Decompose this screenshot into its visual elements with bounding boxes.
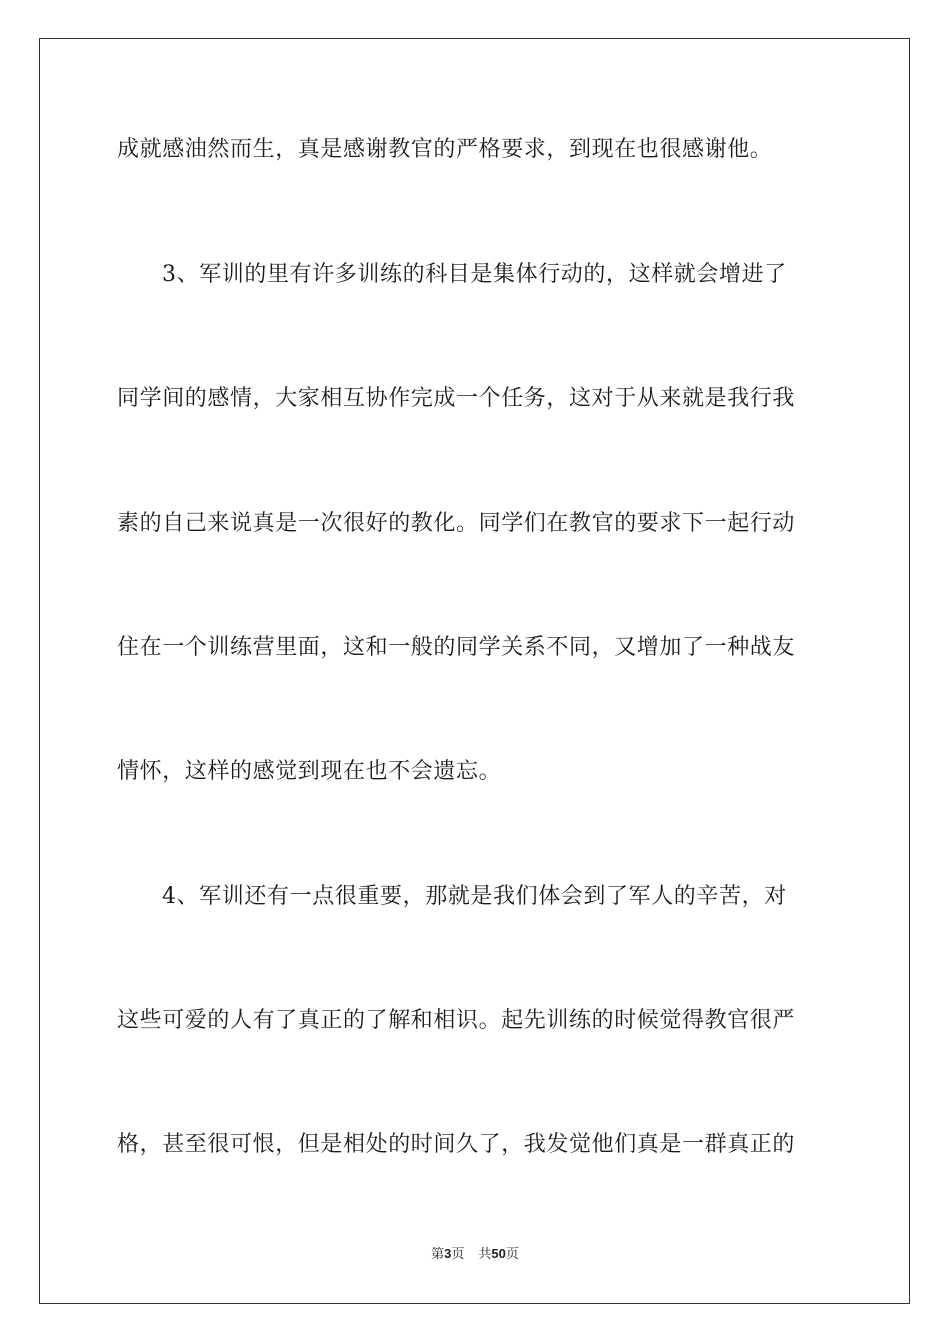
footer-page-prefix: 第 <box>431 1247 445 1262</box>
text-line-5: 住在一个训练营里面，这和一般的同学关系不同，又增加了一种战友 <box>117 635 796 660</box>
footer-page-suffix: 页 <box>451 1247 465 1262</box>
text-line-3: 同学间的感情，大家相互协作完成一个任务，这对于从来就是我行我 <box>117 386 796 411</box>
page-border <box>39 38 910 1304</box>
text-line-2-paragraph-3: 3、军训的里有许多训练的科目是集体行动的，这样就会增进了 <box>162 262 787 287</box>
footer-total-pages: 50 <box>491 1246 506 1261</box>
footer-total-suffix: 页 <box>505 1247 519 1262</box>
text-line-8: 这些可爱的人有了真正的了解和相识。起先训练的时候觉得教官很严 <box>117 1008 796 1033</box>
text-line-1: 成就感油然而生，真是感谢教官的严格要求，到现在也很感谢他。 <box>117 137 773 162</box>
text-line-7-paragraph-4: 4、军训还有一点很重要，那就是我们体会到了军人的辛苦，对 <box>162 884 787 909</box>
page-footer <box>0 1245 950 1264</box>
footer-total-prefix: 共 <box>478 1247 492 1262</box>
text-line-9: 格，甚至很可恨，但是相处的时间久了，我发觉他们真是一群真正的 <box>117 1132 796 1157</box>
text-line-4: 素的自己来说真是一次很好的教化。同学们在教官的要求下一起行动 <box>117 511 796 536</box>
text-line-6: 情怀，这样的感觉到现在也不会遗忘。 <box>117 759 502 784</box>
footer-current-page: 3 <box>444 1246 452 1261</box>
